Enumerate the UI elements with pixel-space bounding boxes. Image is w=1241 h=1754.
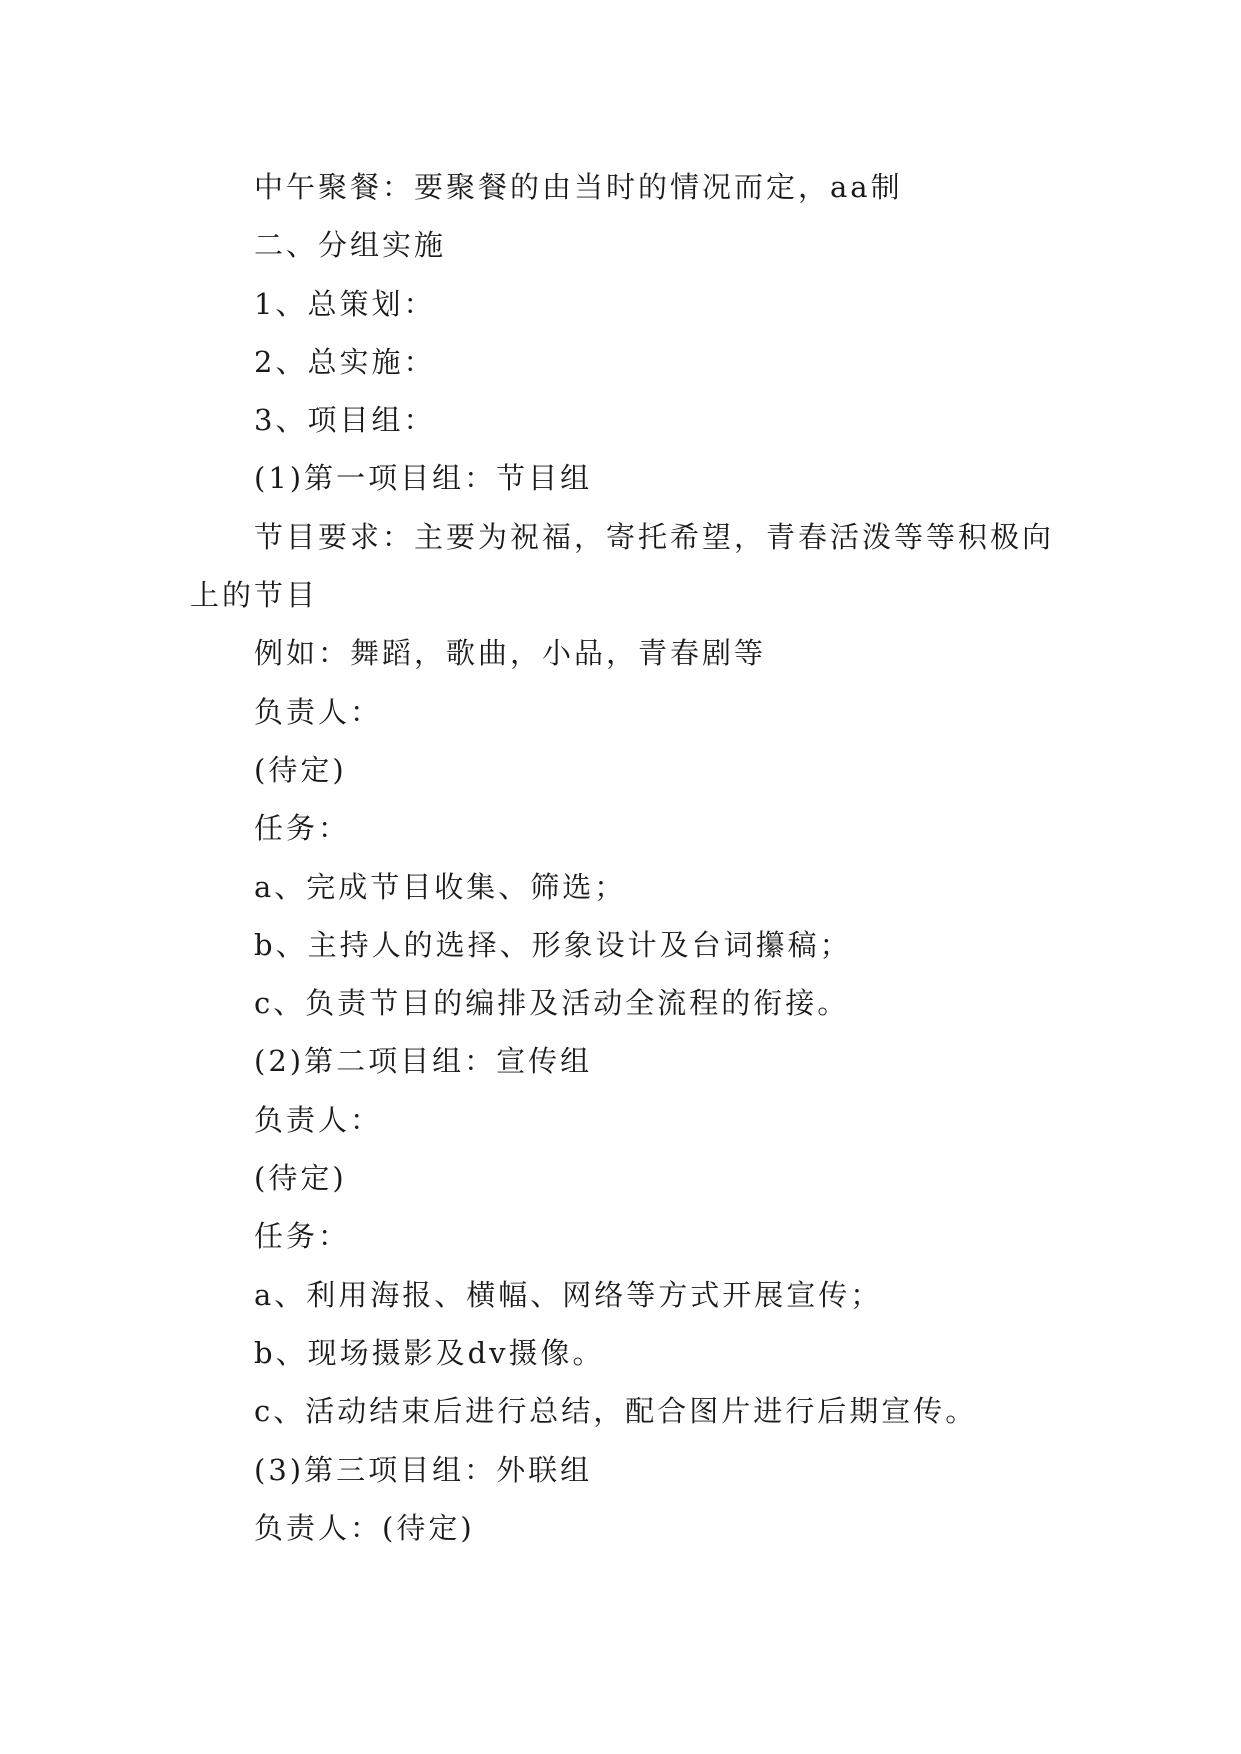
label-person-in-charge: 负责人： <box>254 694 383 729</box>
paragraph-lunch: 中午聚餐：要聚餐的由当时的情况而定，aa制 <box>254 170 903 204</box>
value-pending: (待定) <box>254 752 347 787</box>
document-body <box>190 158 1060 1557</box>
label-person-in-charge: 负责人：(待定) <box>254 1510 475 1545</box>
paragraph-program-requirements: 节目要求：主要为祝福，寄托希望，青春活泼等等积极向上的节目 <box>190 519 1055 613</box>
label-person-in-charge: 负责人： <box>254 1102 383 1137</box>
task-item: b、现场摄影及dv摄像。 <box>254 1335 605 1370</box>
task-item: c、负责节目的编排及活动全流程的衔接。 <box>254 986 850 1021</box>
value-pending: (待定) <box>254 1161 347 1196</box>
subheading-publicity-group: (2)第二项目组：宣传组 <box>254 1044 593 1079</box>
task-item: c、活动结束后进行总结，配合图片进行后期宣传。 <box>254 1394 978 1429</box>
task-item: b、主持人的选择、形象设计及台词攥稿； <box>254 927 852 962</box>
subheading-liaison-group: (3)第三项目组：外联组 <box>254 1452 593 1487</box>
list-item-project-groups: 3、项目组： <box>254 403 436 438</box>
task-item: a、完成节目收集、筛选； <box>254 869 627 904</box>
task-item: a、利用海报、横幅、网络等方式开展宣传； <box>254 1277 883 1312</box>
label-tasks: 任务： <box>254 811 351 846</box>
subheading-program-group: (1)第一项目组：节目组 <box>254 461 593 496</box>
list-item-general-implementation: 2、总实施： <box>254 344 436 379</box>
paragraph-examples: 例如：舞蹈，歌曲，小品，青春剧等 <box>254 636 767 671</box>
label-tasks: 任务： <box>254 1219 351 1254</box>
section-heading-grouping: 二、分组实施 <box>254 228 447 263</box>
list-item-general-planning: 1、总策划： <box>254 286 436 321</box>
